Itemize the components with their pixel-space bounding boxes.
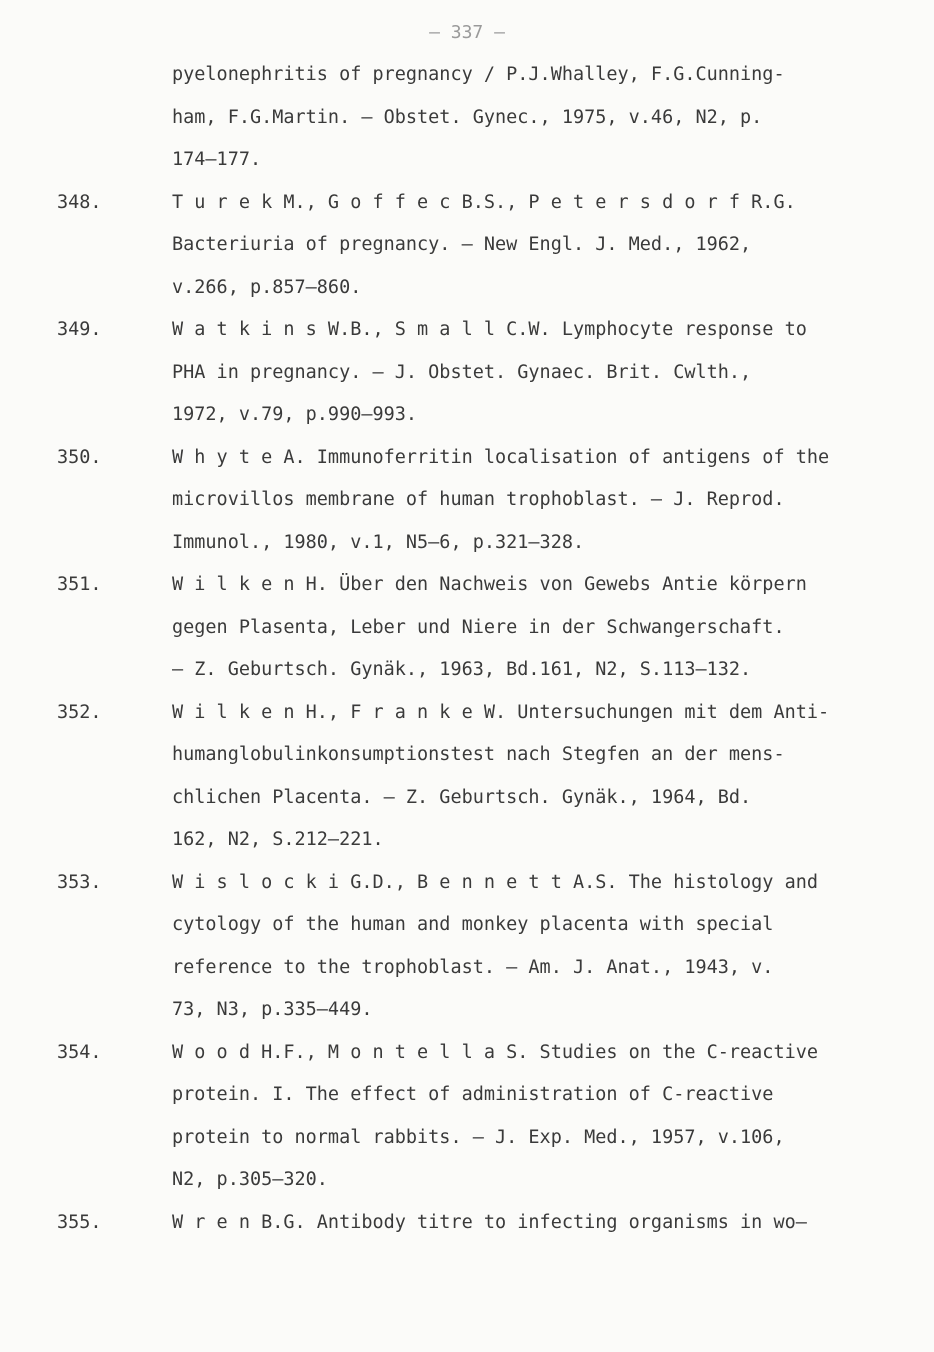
- entry-line: 174–177.: [172, 149, 262, 170]
- bibliography-list: [0, 60, 934, 1250]
- bibliography-entry-355: [0, 1208, 934, 1251]
- entry-line: W o o d H.F., M o n t e l l a S. Studies on the C-reactive: [172, 1041, 819, 1063]
- entry-number: 355.: [57, 1211, 102, 1233]
- bibliography-entry-350: [0, 443, 934, 571]
- entry-number: 353.: [57, 871, 102, 893]
- entry-line: Bacteriuria of pregnancy. – New Engl. J. Med., 1962,: [172, 234, 752, 255]
- bibliography-entry-348: [0, 188, 934, 316]
- bibliography-entry-354: [0, 1038, 934, 1208]
- entry-line: W i l k e n H. Über den Nachweis von Gewebs Antie körpern: [172, 574, 807, 595]
- entry-line: gegen Plasenta, Leber und Niere in der Schwangerschaft.: [172, 616, 785, 638]
- entry-line: ham, F.G.Martin. – Obstet. Gynec., 1975, v.46, N2, p.: [172, 106, 763, 128]
- entry-line: reference to the trophoblast. – Am. J. Anat., 1943, v.: [172, 956, 774, 978]
- entry-line: W h y t e A. Immunoferritin localisation of antigens of the: [172, 446, 830, 468]
- entry-line: 73, N3, p.335–449.: [172, 999, 373, 1020]
- entry-line: Immunol., 1980, v.1, N5–6, p.321–328.: [172, 531, 585, 553]
- bibliography-entry-352: [0, 698, 934, 868]
- entry-line: protein. I. The effect of administration of C-reactive: [172, 1084, 774, 1105]
- entry-number: 351.: [57, 574, 102, 595]
- bibliography-entry-349: [0, 315, 934, 443]
- entry-line: T u r e k M., G o f f e c B.S., P e t e r s d o r f R.G.: [172, 191, 796, 213]
- entry-line: v.266, p.857–860.: [172, 276, 362, 298]
- entry-line: humanglobulinkonsumptionstest nach Stegfen an der mens-: [172, 744, 785, 765]
- bibliography-entry-353: [0, 868, 934, 1038]
- bibliography-entry-351: [0, 570, 934, 698]
- entry-line: W r e n B.G. Antibody titre to infecting organisms in wo–: [172, 1211, 807, 1233]
- entry-number: 349.: [57, 319, 102, 340]
- entry-number: 348.: [57, 191, 102, 213]
- entry-line: 1972, v.79, p.990–993.: [172, 404, 418, 425]
- entry-line: W i s l o c k i G.D., B e n n e t t A.S. The histology and: [172, 871, 819, 893]
- entry-line: W a t k i n s W.B., S m a l l C.W. Lymphocyte response to: [172, 319, 807, 340]
- entry-line: cytology of the human and monkey placenta with special: [172, 914, 774, 935]
- entry-line: N2, p.305–320.: [172, 1169, 328, 1190]
- entry-line: pyelonephritis of pregnancy / P.J.Whalley, F.G.Cunning-: [172, 64, 785, 85]
- continuation-entry: [0, 60, 934, 188]
- entry-line: protein to normal rabbits. – J. Exp. Med., 1957, v.106,: [172, 1126, 785, 1148]
- entry-number: 350.: [57, 446, 102, 468]
- entry-line: PHA in pregnancy. – J. Obstet. Gynaec. Brit. Cwlth.,: [172, 361, 752, 383]
- entry-line: 162, N2, S.212–221.: [172, 829, 384, 850]
- entry-number: 352.: [57, 701, 102, 723]
- entry-line: microvillos membrane of human trophoblast. – J. Reprod.: [172, 489, 785, 510]
- entry-line: W i l k e n H., F r a n k e W. Untersuchungen mit dem Anti-: [172, 701, 830, 723]
- entry-number: 354.: [57, 1041, 102, 1063]
- entry-line: – Z. Geburtsch. Gynäk., 1963, Bd.161, N2, S.113–132.: [172, 659, 752, 680]
- entry-line: chlichen Placenta. – Z. Geburtsch. Gynäk., 1964, Bd.: [172, 786, 752, 808]
- page-number: – 337 –: [429, 22, 505, 43]
